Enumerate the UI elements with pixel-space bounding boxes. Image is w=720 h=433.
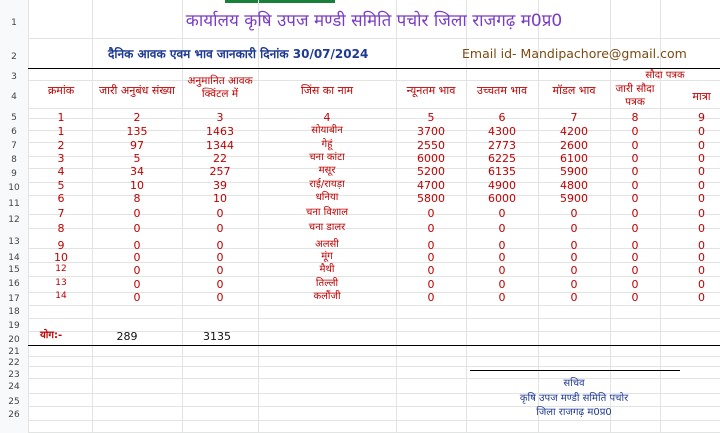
row-number[interactable]: 21 (8, 347, 20, 357)
cell-max: 6225 (488, 152, 516, 165)
row-number[interactable]: 22 (8, 358, 20, 368)
header-aavak-line1: अनुमानित आवक (187, 75, 253, 87)
cell-min: 0 (427, 278, 435, 291)
cell-jins: चना डालर (308, 222, 346, 233)
cell-aavak: 0 (216, 207, 224, 220)
column-number: 3 (216, 111, 224, 124)
cell-jins: चना कांटा (309, 152, 345, 163)
sign-office: कृषि उपज मण्डी समिति पचोर (519, 393, 629, 404)
sign-title: सचिव (563, 378, 585, 389)
column-number: 9 (698, 111, 705, 124)
cell-max: 6135 (488, 165, 516, 178)
row-number[interactable]: 1 (11, 18, 17, 28)
cell-model: 0 (570, 278, 578, 291)
cell-min: 0 (427, 251, 435, 264)
cell-anubandh: 0 (133, 278, 141, 291)
row-number[interactable]: 4 (11, 92, 17, 102)
row-number[interactable]: 5 (11, 113, 17, 123)
cell-aavak: 0 (216, 222, 224, 235)
row-number[interactable]: 6 (11, 127, 17, 137)
cell-min: 0 (427, 239, 435, 252)
cell-min: 6000 (417, 152, 445, 165)
cell-anubandh: 0 (133, 239, 141, 252)
cell-matra: 0 (698, 291, 705, 304)
cell-max: 0 (498, 239, 506, 252)
cell-matra: 0 (698, 125, 705, 138)
row-number[interactable]: 7 (11, 141, 17, 151)
cell-sno: 1 (57, 125, 65, 138)
header-model: मॉडल भाव (552, 84, 596, 97)
cell-jari: 0 (631, 152, 639, 165)
cell-jari: 0 (631, 139, 639, 152)
row-number[interactable]: 23 (8, 370, 20, 380)
cell-jins: अलसी (315, 239, 339, 250)
cell-model: 5900 (560, 165, 588, 178)
cell-jins: सोयाबीन (311, 125, 343, 136)
cell-jari: 0 (631, 207, 639, 220)
cell-min: 3700 (417, 125, 445, 138)
row-number[interactable]: 12 (8, 215, 20, 225)
cell-matra: 0 (698, 222, 705, 235)
row-number[interactable]: 9 (11, 169, 17, 179)
table-border (28, 345, 720, 346)
cell-model: 0 (570, 222, 578, 235)
grid-row-line (28, 305, 720, 306)
cell-aavak: 39 (213, 179, 227, 192)
cell-max: 0 (498, 264, 506, 277)
email-text: Email id- Mandipachore@gmail.com (462, 46, 687, 61)
column-number: 7 (570, 111, 578, 124)
cell-sno: 9 (57, 239, 65, 252)
header-jari-line2: पत्रक (625, 96, 645, 108)
cell-model: 4800 (560, 179, 588, 192)
cell-jins: धनिया (315, 192, 339, 203)
row-number[interactable]: 3 (11, 72, 17, 82)
cell-jins: मैथी (319, 264, 335, 275)
grid-col-line (660, 0, 661, 433)
row-number[interactable]: 15 (8, 265, 20, 275)
row-number[interactable]: 20 (8, 335, 20, 345)
cell-jins: राई/रायड़ा (309, 179, 345, 190)
cell-sno: 14 (55, 291, 67, 301)
row-number[interactable]: 10 (8, 183, 20, 193)
cell-sno: 4 (57, 165, 65, 178)
cell-aavak: 0 (216, 251, 224, 264)
cell-jari: 0 (631, 239, 639, 252)
cell-max: 4300 (488, 125, 516, 138)
cell-matra: 0 (698, 251, 705, 264)
header-sauda-patrak: सौदा पत्रक (645, 70, 685, 81)
cell-jari: 0 (631, 251, 639, 264)
cell-aavak: 0 (216, 239, 224, 252)
cell-anubandh: 0 (133, 222, 141, 235)
grid-row-line (28, 318, 720, 319)
cell-min: 0 (427, 291, 435, 304)
sign-border (470, 370, 680, 371)
cell-model: 6100 (560, 152, 588, 165)
cell-sno: 5 (57, 179, 65, 192)
cell-jari: 0 (631, 165, 639, 178)
cell-anubandh: 0 (133, 264, 141, 277)
cell-max: 0 (498, 278, 506, 291)
cell-matra: 0 (698, 179, 705, 192)
cell-anubandh: 10 (130, 179, 144, 192)
total-label: योग:- (40, 330, 63, 341)
grid-row-line (28, 406, 720, 407)
cell-model: 2600 (560, 139, 588, 152)
cell-jins: गेहूं (321, 139, 333, 150)
column-number: 8 (631, 111, 639, 124)
column-selection-indicator (225, 0, 335, 3)
cell-matra: 0 (698, 264, 705, 277)
cell-jins: तिल्ली (315, 278, 339, 289)
cell-jari: 0 (631, 222, 639, 235)
row-number[interactable]: 14 (8, 253, 20, 263)
row-number[interactable]: 26 (8, 410, 20, 420)
cell-matra: 0 (698, 139, 705, 152)
cell-jins: मूंग (321, 251, 333, 262)
cell-max: 6000 (488, 192, 516, 205)
cell-max: 0 (498, 291, 506, 304)
row-number[interactable]: 19 (8, 321, 20, 331)
cell-anubandh: 97 (130, 139, 144, 152)
grid-row-line (28, 366, 720, 367)
cell-aavak: 0 (216, 264, 224, 277)
column-number: 5 (427, 111, 435, 124)
cell-anubandh: 0 (133, 291, 141, 304)
cell-model: 0 (570, 291, 578, 304)
cell-matra: 0 (698, 207, 705, 220)
row-number[interactable]: 24 (8, 382, 20, 392)
column-number: 6 (498, 111, 506, 124)
row-number[interactable]: 11 (8, 199, 20, 209)
cell-sno: 2 (57, 139, 65, 152)
grid-row-line (28, 420, 720, 421)
cell-model: 0 (570, 239, 578, 252)
row-number[interactable]: 8 (11, 155, 17, 165)
header-jins: जिंस का नाम (300, 84, 354, 97)
cell-jari: 0 (631, 291, 639, 304)
row-number[interactable]: 2 (11, 52, 17, 62)
cell-anubandh: 0 (133, 207, 141, 220)
cell-jari: 0 (631, 125, 639, 138)
cell-model: 5900 (560, 192, 588, 205)
row-number[interactable]: 17 (8, 294, 20, 304)
grid-col-line (28, 0, 29, 433)
cell-jins: कलौंजी (313, 291, 341, 302)
sign-district: जिला राजगढ़ म0प्र0 (536, 407, 612, 418)
cell-sno: 8 (57, 222, 65, 235)
cell-jins: चना विशाल (306, 207, 348, 218)
row-number[interactable]: 25 (8, 397, 20, 407)
cell-min: 5200 (417, 165, 445, 178)
grid-row-line (28, 356, 720, 357)
total-aavak: 3135 (203, 330, 231, 343)
cell-model: 0 (570, 251, 578, 264)
cell-max: 2773 (488, 139, 516, 152)
cell-jari: 0 (631, 179, 639, 192)
row-number[interactable]: 16 (8, 279, 20, 289)
cell-sno: 12 (55, 264, 67, 274)
cell-max: 4900 (488, 179, 516, 192)
cell-aavak: 22 (213, 152, 227, 165)
grid-row-line (28, 276, 720, 277)
cell-aavak: 1344 (206, 139, 234, 152)
row-number[interactable]: 18 (8, 307, 20, 317)
row-number[interactable]: 13 (8, 237, 20, 247)
cell-aavak: 257 (209, 165, 231, 178)
cell-anubandh: 5 (133, 152, 141, 165)
cell-sno: 7 (57, 207, 65, 220)
grid-row-line (28, 108, 720, 109)
total-anubandh: 289 (116, 330, 138, 343)
cell-matra: 0 (698, 278, 705, 291)
cell-model: 0 (570, 264, 578, 277)
cell-jins: मसूर (318, 165, 336, 176)
cell-matra: 0 (698, 152, 705, 165)
report-subtitle: दैनिक आवक एवम भाव जानकारी दिनांक 30/07/2024 (108, 47, 369, 61)
header-sno: क्रमांक (47, 84, 75, 97)
cell-sno: 6 (57, 192, 65, 205)
cell-aavak: 1463 (206, 125, 234, 138)
cell-max: 0 (498, 251, 506, 264)
header-aavak-line2: क्विंटल में (201, 88, 239, 100)
cell-anubandh: 135 (126, 125, 148, 138)
header-matra: मात्रा (692, 90, 711, 103)
header-jari-line1: जारी सौदा (615, 83, 655, 95)
grid-row-line (28, 38, 720, 39)
cell-min: 0 (427, 264, 435, 277)
cell-min: 0 (427, 207, 435, 220)
cell-min: 5800 (417, 192, 445, 205)
cell-jari: 0 (631, 264, 639, 277)
cell-matra: 0 (698, 239, 705, 252)
column-number: 2 (133, 111, 141, 124)
cell-anubandh: 0 (133, 251, 141, 264)
column-number: 1 (57, 111, 65, 124)
cell-max: 0 (498, 207, 506, 220)
cell-sno: 10 (54, 251, 68, 264)
cell-matra: 0 (698, 165, 705, 178)
cell-max: 0 (498, 222, 506, 235)
cell-aavak: 10 (213, 192, 227, 205)
cell-min: 4700 (417, 179, 445, 192)
sheet-title: कार्यालय कृषि उपज मण्डी समिति पचोर जिला राजगढ़ म0प्र0 (185, 11, 563, 31)
cell-min: 0 (427, 222, 435, 235)
cell-anubandh: 34 (130, 165, 144, 178)
cell-aavak: 0 (216, 291, 224, 304)
cell-sno: 13 (55, 278, 67, 288)
cell-matra: 0 (698, 192, 705, 205)
cell-aavak: 0 (216, 278, 224, 291)
column-number: 4 (323, 111, 331, 124)
cell-anubandh: 8 (133, 192, 141, 205)
header-max: उच्चतम भाव (476, 84, 528, 97)
table-border (28, 68, 720, 69)
cell-sno: 3 (57, 152, 65, 165)
cell-model: 4200 (560, 125, 588, 138)
cell-model: 0 (570, 207, 578, 220)
cell-jari: 0 (631, 278, 639, 291)
cell-jari: 0 (631, 192, 639, 205)
cell-min: 2550 (417, 139, 445, 152)
header-min: न्यूनतम भाव (406, 84, 456, 97)
header-anubandh: जारी अनुबंध संख्या (98, 84, 175, 97)
